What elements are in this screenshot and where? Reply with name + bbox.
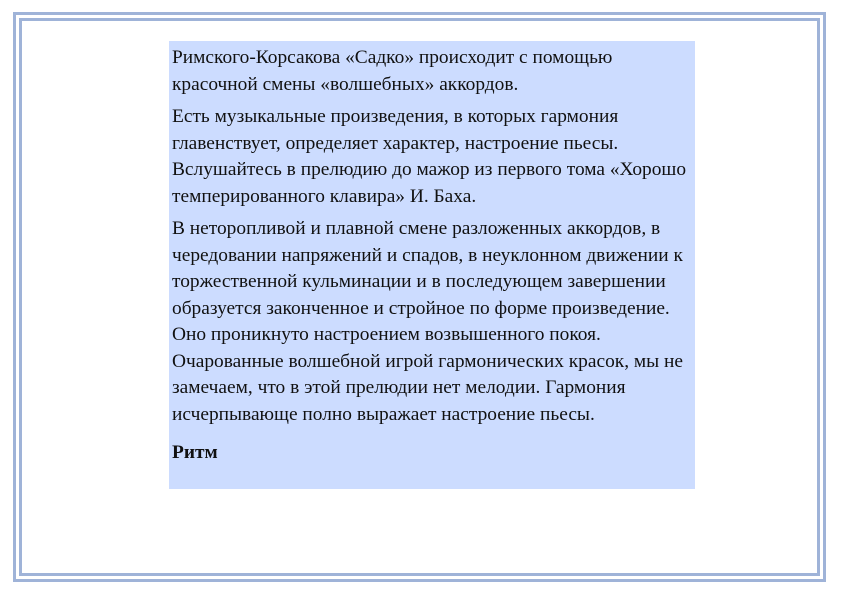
section-heading: Ритм bbox=[172, 442, 218, 463]
paragraph-3: В неторопливой и плавной смене разложенных аккордов, в чередовании напряжений и спадов, в неуклонном движении к торжественной кульминации и в последующем завершении образуется законченное и стройное по форме произведение. Оно проникнуто настроением возвышенного покоя. Очарованные волшебной игрой гармонических красок, мы не замечаем, что в этой прелюдии нет мелодии. Гармония исчерпывающе полно выражает настроение пьесы. bbox=[172, 218, 684, 425]
paragraph-2: Есть музыкальные произведения, в которых гармония главенствует, определяет характер, настроение пьесы. Вслушайтесь в прелюдию до мажор из первого тома «Хорошо темперированного клавира» И. Баха. bbox=[172, 106, 687, 207]
paragraph-1: Римского-Корсакова «Садко» происходит с помощью красочной смены «волшебных» аккордов. bbox=[172, 47, 613, 95]
text-content-box bbox=[169, 41, 695, 489]
